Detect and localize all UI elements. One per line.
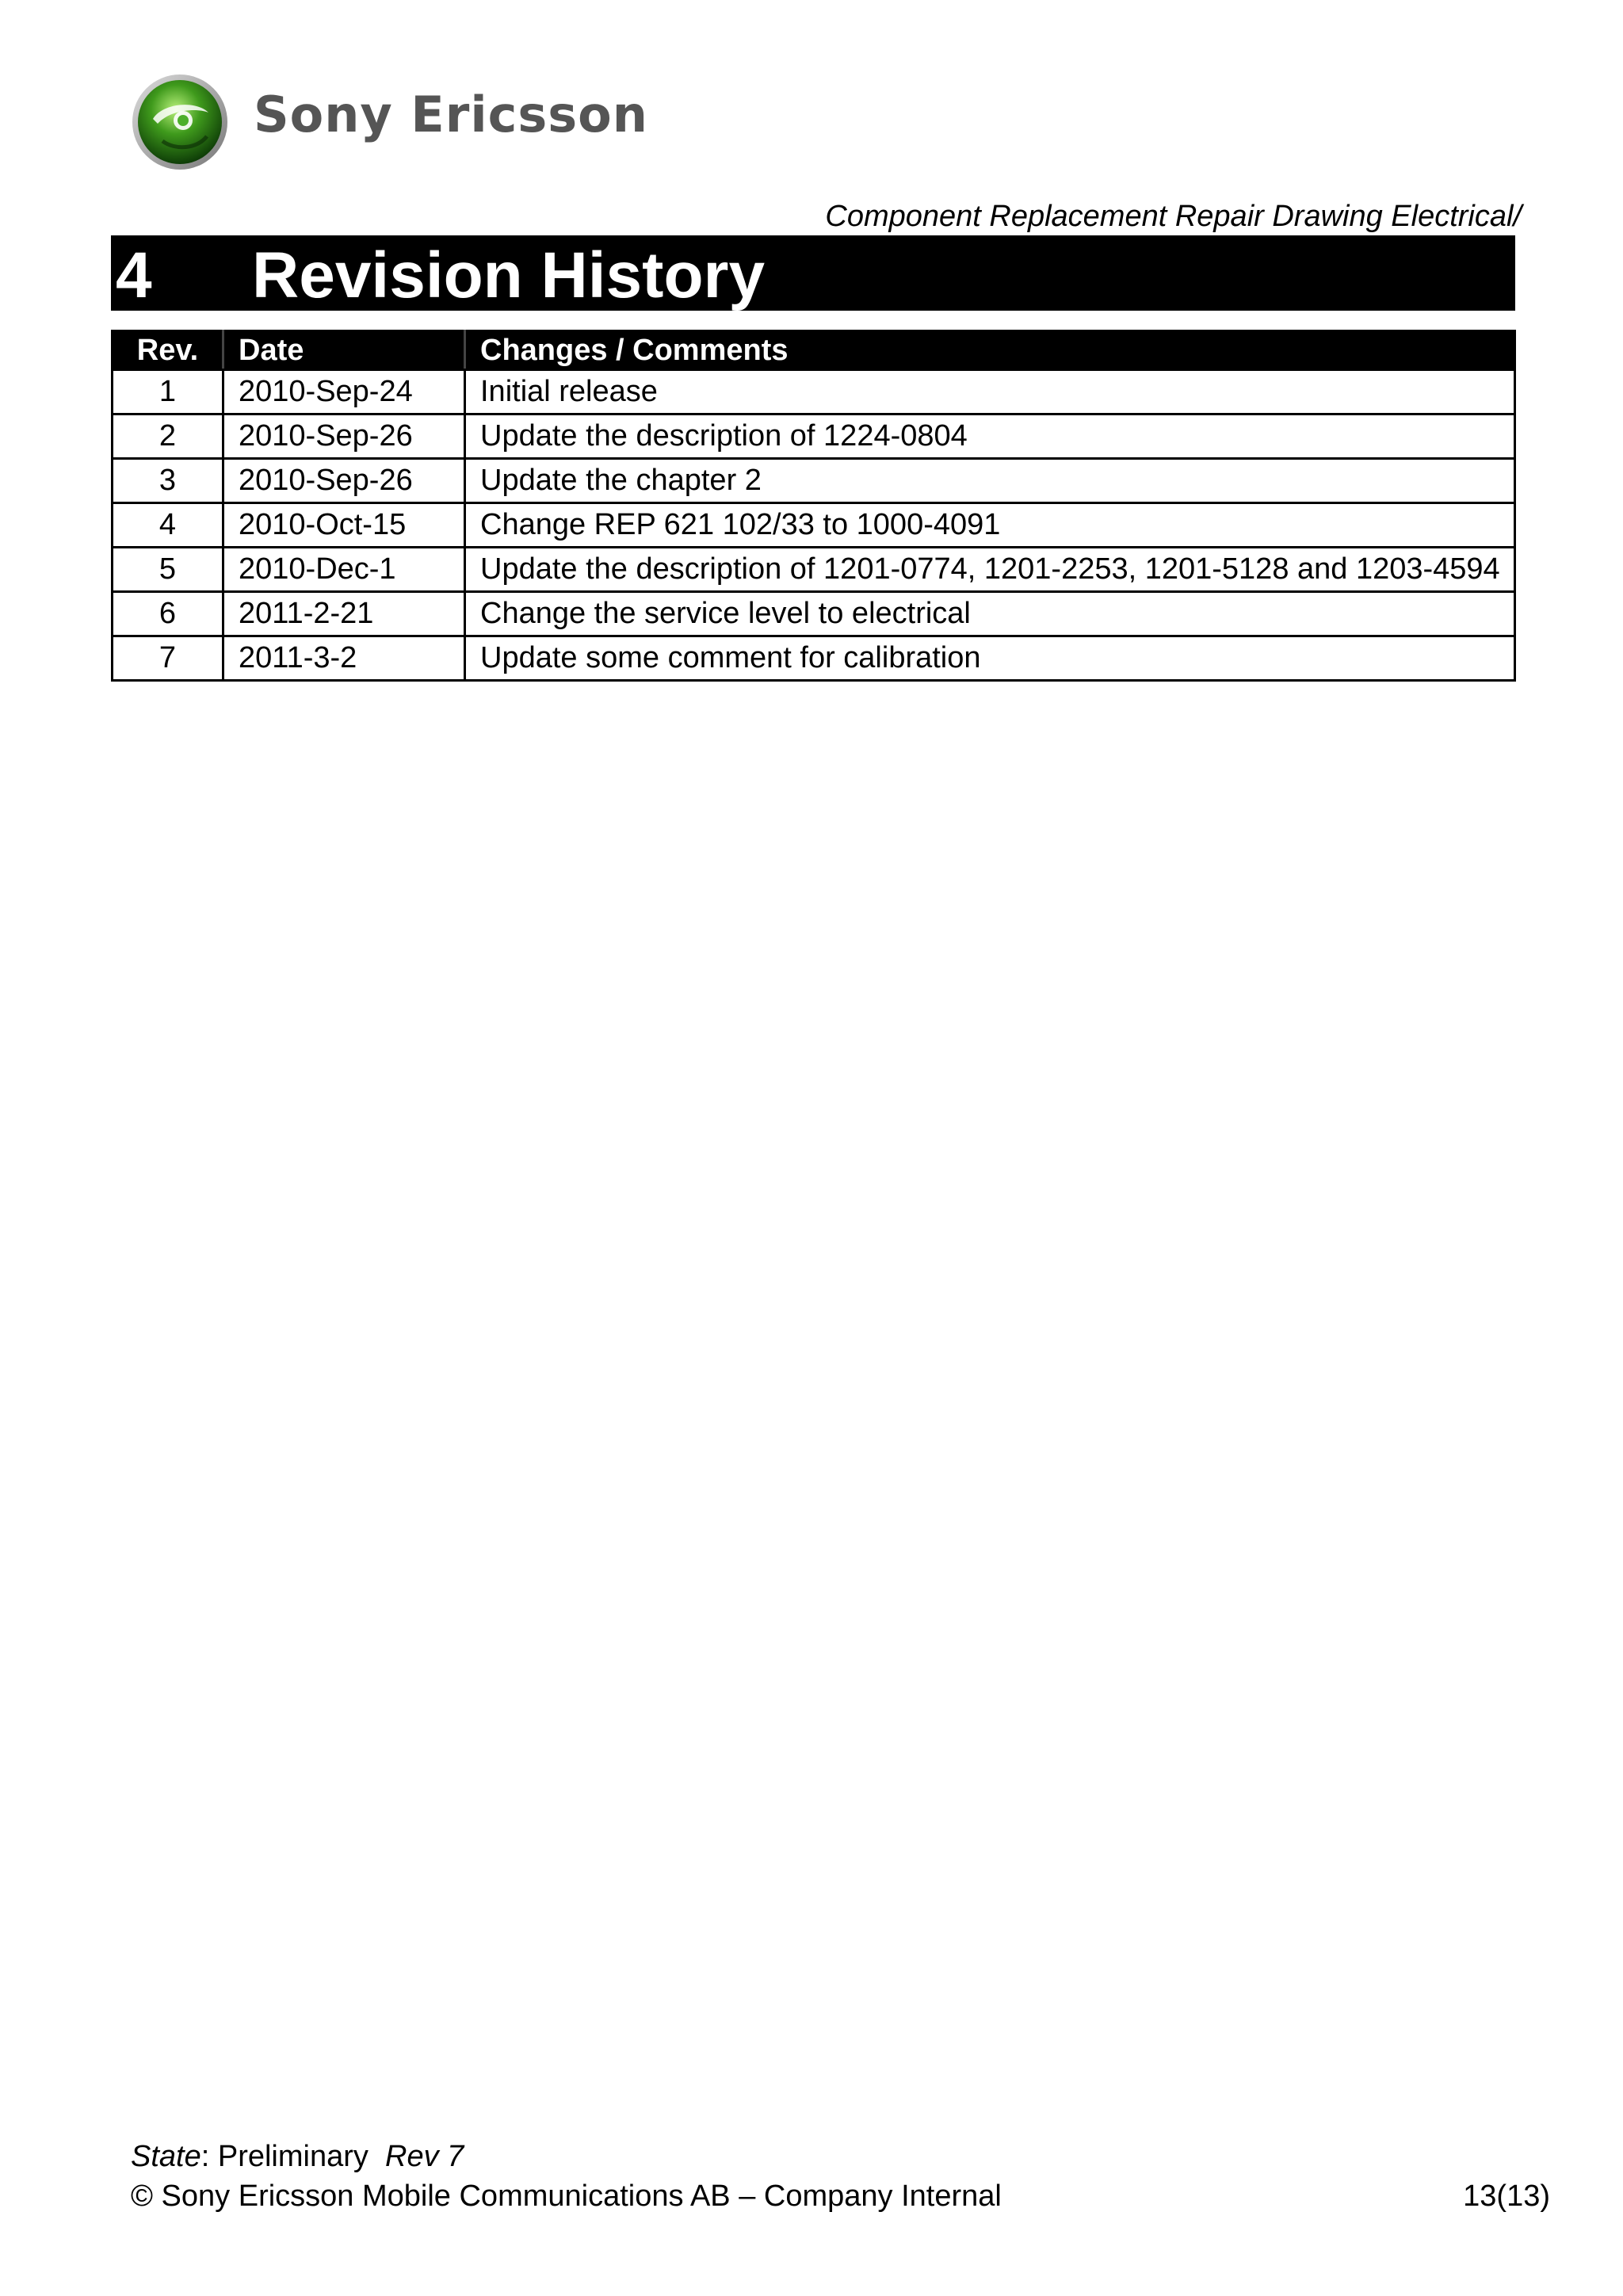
rev-cell: 1: [113, 370, 223, 415]
comment-cell: Update the chapter 2: [465, 459, 1515, 503]
section-title: Revision History: [252, 239, 766, 311]
sony-ericsson-logo-icon: [131, 73, 229, 171]
table-row: [113, 415, 1515, 459]
document-title: Component Replacement Repair Drawing Electrical/: [825, 200, 1522, 233]
comment-cell: Initial release: [465, 370, 1515, 415]
copyright-notice: © Sony Ericsson Mobile Communications AB – Company Internal: [131, 2179, 1002, 2213]
date-cell: 2010-Dec-1: [223, 548, 465, 592]
comment-cell: Update the description of 1224-0804: [465, 415, 1515, 459]
comment-cell: Change the service level to electrical: [465, 592, 1515, 636]
document-state: [131, 2140, 464, 2174]
state-value: : Preliminary: [200, 2140, 369, 2173]
rev-cell: 7: [113, 636, 223, 681]
table-header-row: [113, 331, 1515, 370]
brand-logo: [131, 73, 648, 171]
date-cell: 2010-Sep-26: [223, 459, 465, 503]
table-row: [113, 636, 1515, 681]
date-cell: 2010-Sep-24: [223, 370, 465, 415]
date-cell: 2010-Sep-26: [223, 415, 465, 459]
rev-cell: 5: [113, 548, 223, 592]
rev-cell: 6: [113, 592, 223, 636]
table-row: [113, 459, 1515, 503]
rev-cell: 2: [113, 415, 223, 459]
state-label: State: [131, 2140, 201, 2173]
header-comments: Changes / Comments: [465, 331, 1515, 370]
page-number: 13(13): [1463, 2179, 1550, 2213]
table-row: [113, 503, 1515, 548]
date-cell: 2011-3-2: [223, 636, 465, 681]
brand-name: Sony Ericsson: [254, 86, 648, 143]
date-cell: 2011-2-21: [223, 592, 465, 636]
header-rev: Rev.: [113, 331, 223, 370]
table-row: [113, 592, 1515, 636]
comment-cell: Update the description of 1201-0774, 1201-2253, 1201-5128 and 1203-4594: [465, 548, 1515, 592]
comment-cell: Update some comment for calibration: [465, 636, 1515, 681]
header-date: Date: [223, 331, 465, 370]
section-number: 4: [116, 239, 152, 311]
revision-table: [111, 330, 1516, 682]
table-row: [113, 370, 1515, 415]
comment-cell: Change REP 621 102/33 to 1000-4091: [465, 503, 1515, 548]
revision-label: Rev 7: [385, 2140, 464, 2173]
rev-cell: 3: [113, 459, 223, 503]
rev-cell: 4: [113, 503, 223, 548]
table-row: [113, 548, 1515, 592]
section-heading: [111, 235, 1515, 311]
date-cell: 2010-Oct-15: [223, 503, 465, 548]
